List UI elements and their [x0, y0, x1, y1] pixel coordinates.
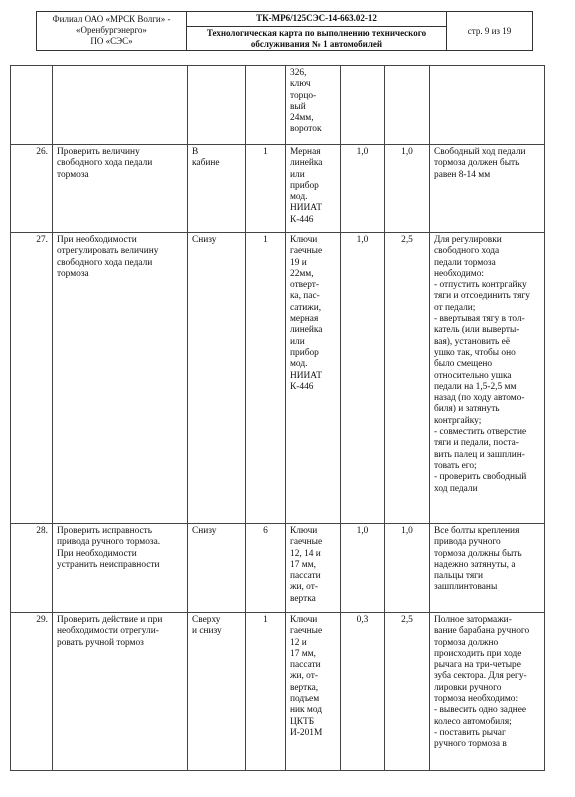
- requirement-cell: Все болты крепления привода ручного тормоза должны быть надежно затянуты, а пальцы тяги зашплинтованы: [430, 524, 545, 613]
- count-cell: 1: [246, 233, 286, 524]
- operations-table: [10, 65, 545, 771]
- tool-cell: 326, ключ торцо- вый 24мм, вороток: [286, 66, 341, 145]
- org-line-3: ПО «СЭС»: [90, 36, 133, 46]
- place-cell: Снизу: [188, 524, 246, 613]
- row-number: [11, 66, 53, 145]
- requirement-cell: [430, 66, 545, 145]
- operation-cell: Проверить величину свободного хода педали тормоза: [53, 145, 188, 233]
- page-number: стр. 9 из 19: [467, 26, 512, 36]
- time-cell: 2,5: [385, 613, 430, 771]
- place-cell: В кабине: [188, 145, 246, 233]
- row-number: 26.: [11, 145, 53, 233]
- norm-cell: 0,3: [341, 613, 385, 771]
- requirement-cell: Полное затормажи- вание барабана ручного тормоза должно происходить при ходе рычага на три-четыре зуба сектора. Для регу- лировки ручного тормоза необходимо: - вывесить одно заднее колесо автомобиля; - поставить рычаг ручного тормоза в: [430, 613, 545, 771]
- row-number: 28.: [11, 524, 53, 613]
- count-cell: 1: [246, 145, 286, 233]
- requirement-cell: Для регулировки свободного хода педали тормоза необходимо: - отпустить контргайку тяги и отсоединить тягу от педали; - ввертывая тягу в тол- катель (или выверты- вая), установить её ушко так, чтобы оно было смещено относительно ушка педали на 1,5-2,5 мм назад (по ходу автомо- биля) и затянуть контргайку; - совместить отверстие тяги и педали, поста- вить палец и зашплин- товать его; - проверить свободный ход педали: [430, 233, 545, 524]
- tool-cell: Мерная линейка или прибор мод. НИИАТ К-446: [286, 145, 341, 233]
- tool-cell: Ключи гаечные 19 и 22мм, отверт- ка, пас- сатижи, мерная линейка или прибор мод. НИИАТ К-446: [286, 233, 341, 524]
- row-number: 29.: [11, 613, 53, 771]
- document-code: ТК-МР6/125СЭС-14-663.02-12: [187, 12, 446, 27]
- count-cell: 1: [246, 613, 286, 771]
- table-row: [11, 524, 545, 613]
- table-row: [11, 613, 545, 771]
- document-title-line-2: обслуживания № 1 автомобилей: [250, 39, 383, 49]
- document-header: [36, 11, 533, 51]
- document-title-line-1: Технологическая карта по выполнению технического: [206, 28, 427, 38]
- row-number: 27.: [11, 233, 53, 524]
- operation-cell: [53, 66, 188, 145]
- document-title-block: [187, 12, 447, 50]
- table-row: [11, 233, 545, 524]
- norm-cell: [341, 66, 385, 145]
- count-cell: 6: [246, 524, 286, 613]
- time-cell: 1,0: [385, 145, 430, 233]
- document-title: [187, 27, 446, 50]
- tool-cell: Ключи гаечные 12 и 17 мм, пассати жи, от- вертка, подъем ник мод ЦКТБ И-201М: [286, 613, 341, 771]
- table-row: [11, 145, 545, 233]
- time-cell: [385, 66, 430, 145]
- tool-cell: Ключи гаечные 12, 14 и 17 мм, пассати жи, от- вертка: [286, 524, 341, 613]
- org-line-2: «Оренбургэнерго»: [76, 25, 147, 35]
- organization-block: [37, 12, 187, 50]
- norm-cell: 1,0: [341, 524, 385, 613]
- table-row: [11, 66, 545, 145]
- place-cell: Снизу: [188, 233, 246, 524]
- place-cell: Сверху и снизу: [188, 613, 246, 771]
- place-cell: [188, 66, 246, 145]
- operation-cell: Проверить исправность привода ручного тормоза. При необходимости устранить неисправности: [53, 524, 188, 613]
- requirement-cell: Свободный ход педали тормоза должен быть равен 8-14 мм: [430, 145, 545, 233]
- count-cell: [246, 66, 286, 145]
- time-cell: 1,0: [385, 524, 430, 613]
- norm-cell: 1,0: [341, 233, 385, 524]
- operation-cell: Проверить действие и при необходимости отрегули- ровать ручной тормоз: [53, 613, 188, 771]
- org-line-1: Филиал ОАО «МРСК Волги» -: [52, 14, 171, 24]
- time-cell: 2,5: [385, 233, 430, 524]
- operation-cell: При необходимости отрегулировать величину свободного хода педали тормоза: [53, 233, 188, 524]
- norm-cell: 1,0: [341, 145, 385, 233]
